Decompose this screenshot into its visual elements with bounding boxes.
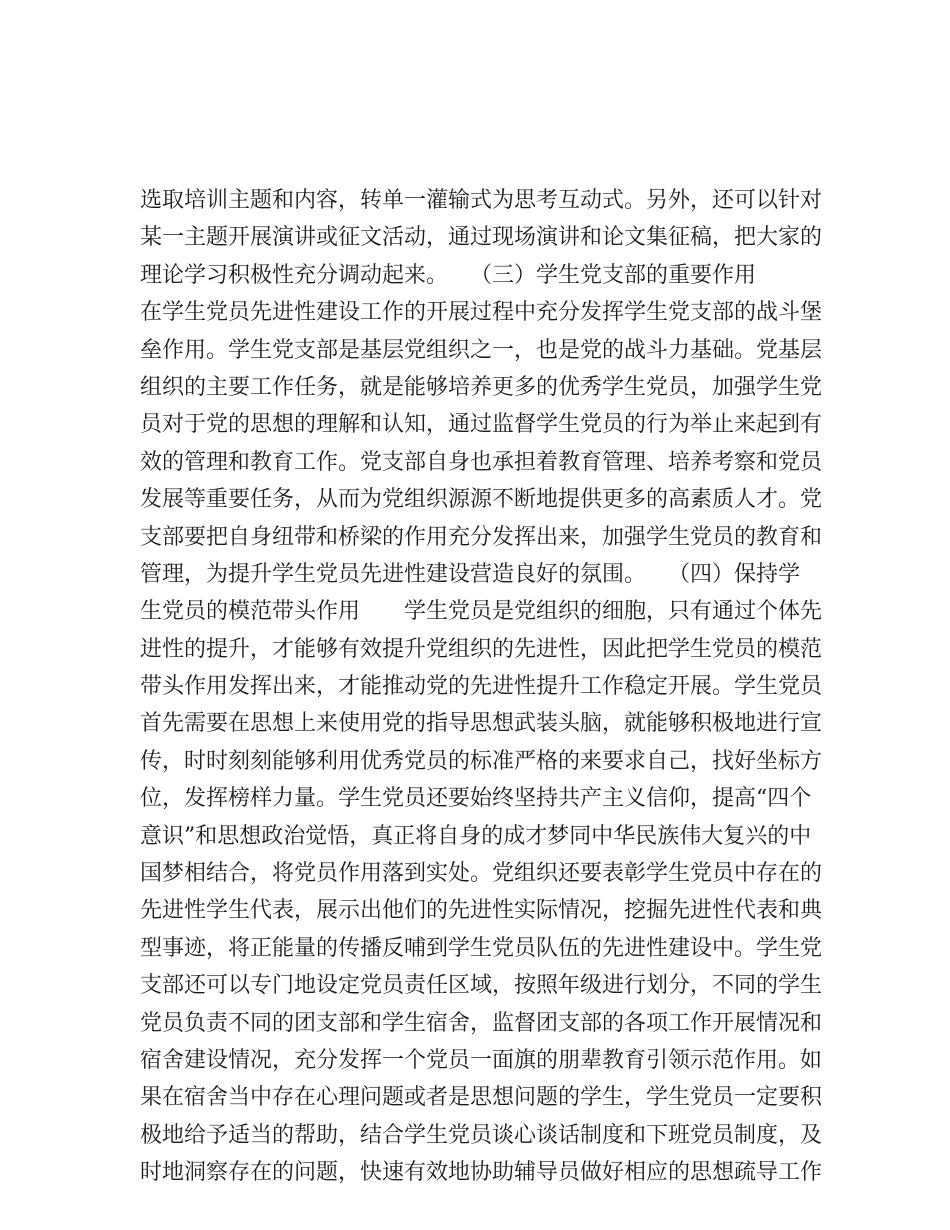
text-line: 首先需要在思想上来使用党的指导思想武装头脑，就能够积极地进行宣 — [140, 711, 823, 737]
text-line: 先进性学生代表，展示出他们的先进性实际情况，挖掘先进性代表和典 — [140, 898, 823, 924]
text-line: 果在宿舍当中存在心理问题或者是思想问题的学生，学生党员一定要积 — [140, 1085, 823, 1111]
text-line: 带头作用发挥出来，才能推动党的先进性提升工作稳定开展。学生党员 — [140, 674, 823, 700]
text-line: 支部要把自身纽带和桥梁的作用充分发挥出来，加强学生党员的教育和 — [140, 524, 823, 550]
text-line: 党员负责不同的团支部和学生宿舍，监督团支部的各项工作开展情况和 — [140, 1010, 823, 1036]
text-line: 垒作用。学生党支部是基层党组织之一，也是党的战斗力基础。党基层 — [140, 337, 823, 363]
text-line: 宿舍建设情况，充分发挥一个党员一面旗的朋辈教育引领示范作用。如 — [140, 1047, 823, 1073]
text-line: 选取培训主题和内容，转单一灌输式为思考互动式。另外，还可以针对 — [140, 188, 823, 213]
text-line: 理论学习积极性充分调动起来。 （三）学生党支部的重要作用 — [140, 262, 757, 288]
text-line: 效的管理和教育工作。党支部自身也承担着教育管理、培养考察和党员 — [140, 449, 823, 475]
text-line: 组织的主要工作任务，就是能够培养更多的优秀学生党员，加强学生党 — [140, 374, 823, 400]
text-line: 生党员的模范带头作用 学生党员是党组织的细胞，只有通过个体先 — [140, 599, 823, 625]
text-line: 时地洞察存在的问题，快速有效地协助辅导员做好相应的思想疏导工作 — [140, 1160, 823, 1186]
text-line: 极地给予适当的帮助，结合学生党员谈心谈话制度和下班党员制度，及 — [140, 1122, 823, 1148]
text-line: 进性的提升，才能够有效提升党组织的先进性，因此把学生党员的模范 — [140, 636, 823, 662]
text-line: 位，发挥榜样力量。学生党员还要始终坚持共产主义信仰，提高“四个 — [140, 786, 812, 812]
text-line: 在学生党员先进性建设工作的开展过程中充分发挥学生党支部的战斗堡 — [140, 300, 823, 326]
text-line: 国梦相结合，将党员作用落到实处。党组织还要表彰学生党员中存在的 — [140, 861, 823, 887]
text-line: 型事迹，将正能量的传播反哺到学生党员队伍的先进性建设中。学生党 — [140, 935, 823, 961]
text-line: 传，时时刻刻能够利用优秀党员的标准严格的来要求自己，找好坐标方 — [140, 748, 823, 774]
text-line: 支部还可以专门地设定党员责任区域，按照年级进行划分，不同的学生 — [140, 973, 823, 999]
text-line: 员对于党的思想的理解和认知，通过监督学生党员的行为举止来起到有 — [140, 412, 823, 438]
body-text — [140, 182, 830, 1192]
text-line: 管理，为提升学生党员先进性建设营造良好的氛围。 （四）保持学 — [140, 561, 801, 587]
text-line: 发展等重要任务，从而为党组织源源不断地提供更多的高素质人才。党 — [140, 487, 823, 513]
text-line: 意识”和思想政治觉悟，真正将自身的成才梦同中华民族伟大复兴的中 — [140, 823, 812, 849]
text-line: 某一主题开展演讲或征文活动，通过现场演讲和论文集征稿，把大家的 — [140, 225, 823, 251]
